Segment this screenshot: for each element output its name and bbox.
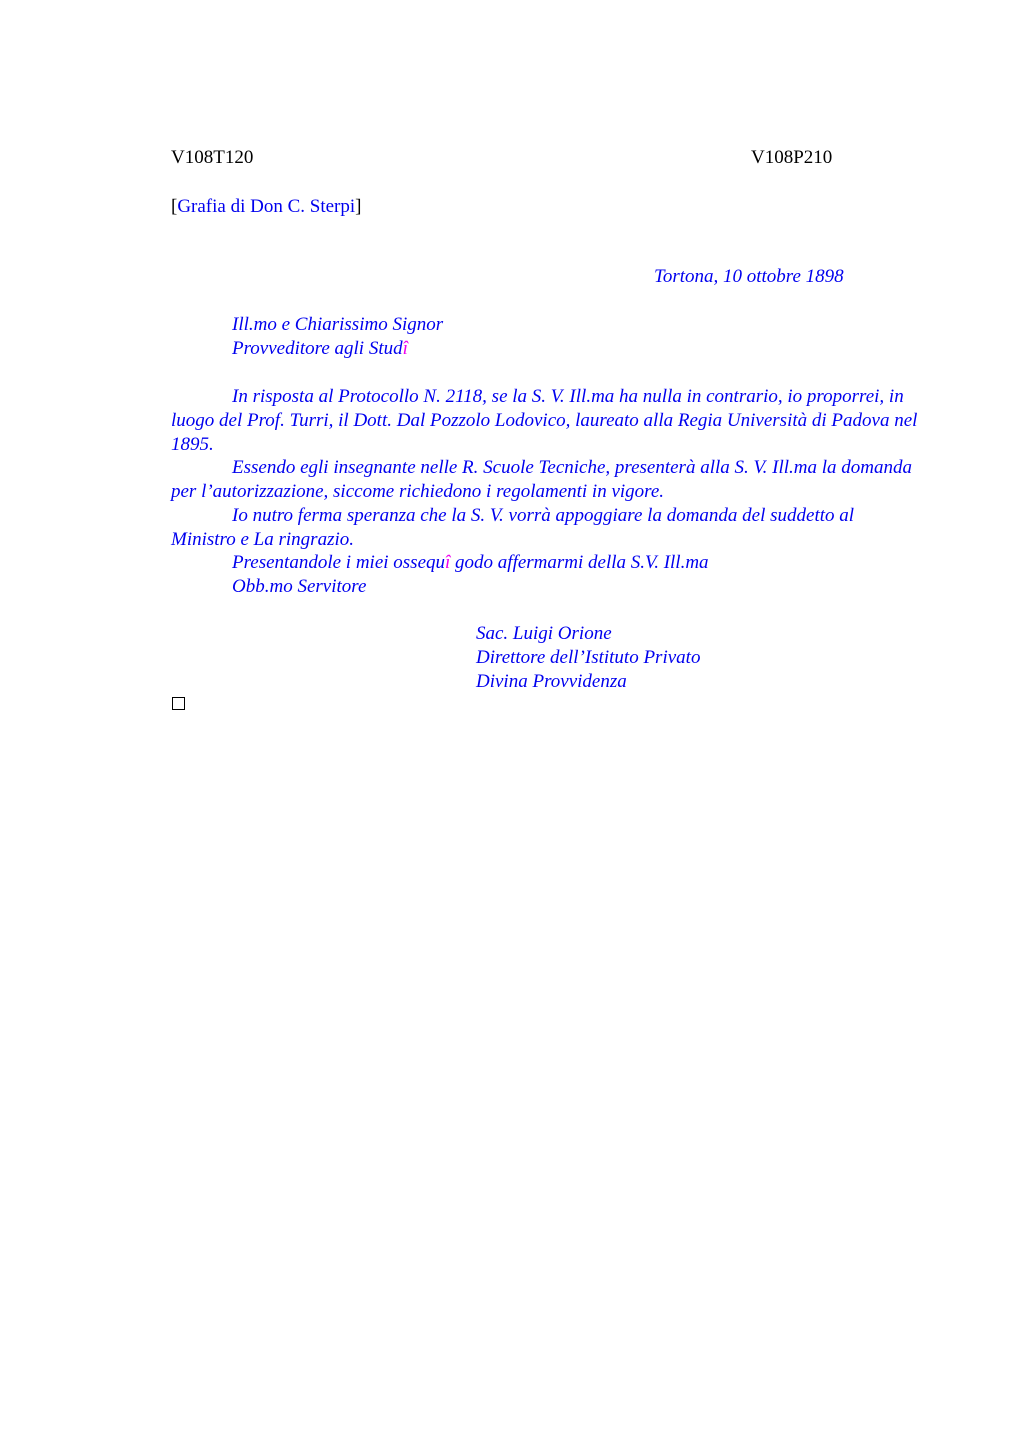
signature-institution: Divina Provvidenza: [476, 671, 627, 692]
signature-name: Sac. Luigi Orione: [476, 623, 612, 644]
paragraph: Io nutro ferma speranza che la S. V. vorrà appoggiare la domanda del suddetto al Ministro e La ringrazio.: [171, 505, 855, 550]
end-marker-square-icon: [172, 697, 185, 710]
editorial-note: [171, 195, 361, 219]
salutation-line-1: Ill.mo e Chiarissimo Signor: [232, 314, 444, 335]
salutation-text: Provveditore agli Stud: [232, 338, 403, 359]
note-open-bracket: [: [171, 196, 178, 217]
note-close-bracket: ]: [355, 196, 362, 217]
paragraph: In risposta al Protocollo N. 2118, se la S. V. Ill.ma ha nulla in contrario, io proporrei, in luogo del Prof. Turri, il Dott. Dal Pozzolo Lodovico, laureato alla Regia Università di Padova nel 1895.: [171, 386, 918, 455]
closing-line-1: [232, 551, 709, 575]
place-date: Tortona, 10 ottobre 1898: [654, 266, 844, 287]
document-code-right: V108P210: [751, 147, 833, 168]
closing-text-end: godo affermarmi della S.V. Ill.ma: [450, 552, 709, 573]
paragraph: Essendo egli insegnante nelle R. Scuole Tecniche, presenterà alla S. V. Ill.ma la domanda per l’autorizzazione, siccome richiedono i regolamenti in vigore.: [171, 457, 913, 502]
salutation-line-2: [232, 337, 408, 361]
accent-mark: î: [445, 552, 451, 573]
closing-text-start: Presentandole i miei ossequ: [232, 552, 446, 573]
signature-title: Direttore dell’Istituto Privato: [476, 647, 701, 668]
accent-mark: î: [402, 338, 408, 359]
closing-line-2: Obb.mo Servitore: [232, 576, 367, 597]
document-code-left: V108T120: [171, 147, 254, 168]
note-text: Grafia di Don C. Sterpi: [177, 196, 356, 217]
